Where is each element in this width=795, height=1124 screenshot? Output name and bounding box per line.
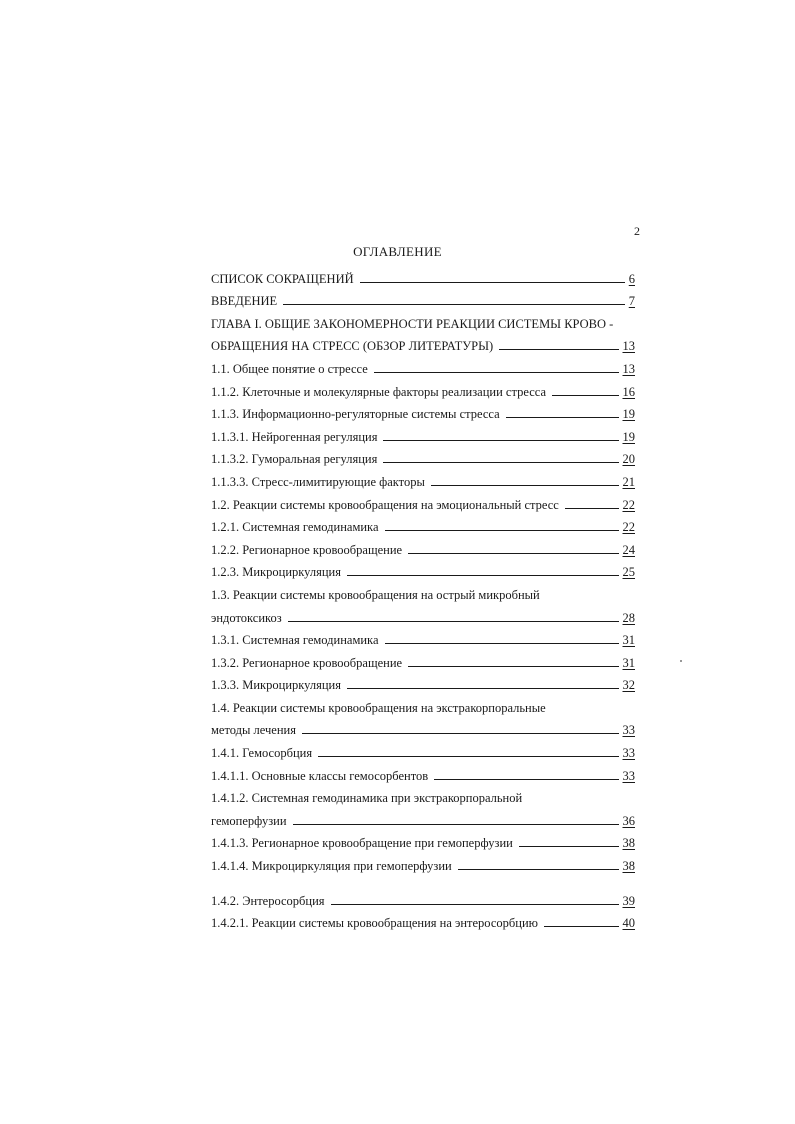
toc-leader <box>499 349 618 350</box>
toc-leader <box>434 779 618 780</box>
toc-leader <box>458 869 619 870</box>
toc-leader <box>519 846 619 847</box>
toc-leader <box>383 462 618 463</box>
toc-entry-line1 <box>211 695 635 718</box>
toc-entry <box>211 853 635 876</box>
toc-entry <box>211 718 635 741</box>
toc-entry <box>211 740 635 763</box>
toc-entry-text: 1.3.2. Регионарное кровообращение <box>211 655 403 670</box>
toc-entry-page: 31 <box>622 655 635 670</box>
table-of-contents <box>211 266 635 933</box>
toc-leader <box>347 575 619 576</box>
toc-entry <box>211 888 635 911</box>
toc-entry-text: гемоперфузии <box>211 813 287 828</box>
toc-entry-text: 1.4.1.2. Системная гемодинамика при экстракорпоральной <box>211 791 523 806</box>
toc-entry-text: 1.4.1.4. Микроциркуляция при гемоперфузии <box>211 859 452 874</box>
toc-leader <box>408 553 618 554</box>
toc-entry-text: 1.2. Реакции системы кровообращения на эмоциональный стресс <box>211 497 559 512</box>
toc-leader <box>331 904 619 905</box>
toc-entry-text: СПИСОК СОКРАЩЕНИЙ <box>211 271 354 286</box>
toc-entry-text: 1.1.3.2. Гуморальная регуляция <box>211 452 378 467</box>
toc-entry-page: 22 <box>622 520 635 535</box>
scan-speck <box>680 660 682 662</box>
toc-entry-page: 20 <box>622 452 635 467</box>
toc-leader <box>431 485 619 486</box>
toc-entry-page: 13 <box>622 339 635 354</box>
toc-leader <box>318 756 618 757</box>
toc-leader <box>360 282 625 283</box>
toc-entry <box>211 447 635 470</box>
toc-entry-text: 1.1.3.1. Нейрогенная регуляция <box>211 429 378 444</box>
toc-leader <box>383 440 618 441</box>
toc-entry <box>211 808 635 831</box>
toc-entry-page: 38 <box>622 836 635 851</box>
toc-leader <box>302 733 619 734</box>
toc-leader <box>506 417 619 418</box>
toc-entry-text: 1.4.2.1. Реакции системы кровообращения на энтеросорбцию <box>211 916 538 931</box>
toc-leader <box>385 643 619 644</box>
toc-entry <box>211 628 635 651</box>
toc-entry-text: 1.4.1.3. Регионарное кровообращение при гемоперфузии <box>211 836 513 851</box>
toc-entry <box>211 537 635 560</box>
toc-entry <box>211 469 635 492</box>
toc-entry-text: 1.1.3. Информационно-регуляторные системы стресса <box>211 407 500 422</box>
toc-entry-text: 1.2.3. Микроциркуляция <box>211 565 341 580</box>
toc-leader <box>374 372 619 373</box>
toc-entry-page: 7 <box>628 294 635 309</box>
toc-entry-page: 33 <box>622 746 635 761</box>
toc-entry-text: 1.4. Реакции системы кровообращения на экстракорпоральные <box>211 700 546 715</box>
toc-leader <box>408 666 618 667</box>
toc-entry-page: 28 <box>622 610 635 625</box>
toc-leader <box>565 508 619 509</box>
toc-entry-line1 <box>211 311 635 334</box>
toc-entry-text: 1.2.1. Системная гемодинамика <box>211 520 379 535</box>
toc-entry-text: методы лечения <box>211 723 296 738</box>
toc-entry-text: 1.4.1. Гемосорбция <box>211 746 313 761</box>
toc-leader <box>544 926 619 927</box>
toc-entry-page: 31 <box>622 633 635 648</box>
toc-entry-page: 33 <box>622 723 635 738</box>
toc-spacer <box>211 876 635 888</box>
toc-entry-page: 6 <box>628 271 635 286</box>
toc-entry-text: 1.1.2. Клеточные и молекулярные факторы реализации стресса <box>211 384 546 399</box>
toc-entry <box>211 356 635 379</box>
toc-leader <box>283 304 625 305</box>
toc-entry-text: 1.2.2. Регионарное кровообращение <box>211 542 403 557</box>
toc-leader <box>385 530 619 531</box>
toc-leader <box>347 688 619 689</box>
toc-entry-text: ОБРАЩЕНИЯ НА СТРЕСС (ОБЗОР ЛИТЕРАТУРЫ) <box>211 339 494 354</box>
toc-entry-text: 1.3.1. Системная гемодинамика <box>211 633 379 648</box>
toc-entry <box>211 334 635 357</box>
toc-entry <box>211 831 635 854</box>
toc-entry <box>211 650 635 673</box>
toc-entry <box>211 560 635 583</box>
toc-entry-page: 19 <box>622 407 635 422</box>
toc-leader <box>293 824 619 825</box>
toc-entry-text: 1.1.3.3. Стресс-лимитирующие факторы <box>211 474 425 489</box>
toc-entry-page: 22 <box>622 497 635 512</box>
toc-entry-page: 40 <box>622 916 635 931</box>
toc-entry-page: 16 <box>622 384 635 399</box>
toc-entry-line1 <box>211 786 635 809</box>
toc-leader <box>288 621 619 622</box>
toc-entry <box>211 379 635 402</box>
toc-entry-page: 24 <box>622 542 635 557</box>
toc-entry <box>211 266 635 289</box>
toc-entry-page: 19 <box>622 429 635 444</box>
toc-entry <box>211 515 635 538</box>
toc-entry-text: 1.3.3. Микроциркуляция <box>211 678 341 693</box>
toc-entry-text: 1.1. Общее понятие о стрессе <box>211 361 368 376</box>
toc-entry-text: 1.4.2. Энтеросорбция <box>211 893 325 908</box>
toc-entry-page: 25 <box>622 565 635 580</box>
toc-entry-text: ГЛАВА I. ОБЩИЕ ЗАКОНОМЕРНОСТИ РЕАКЦИИ СИСТЕМЫ КРОВО - <box>211 316 614 331</box>
toc-entry <box>211 492 635 515</box>
toc-entry-page: 36 <box>622 813 635 828</box>
toc-entry <box>211 673 635 696</box>
toc-entry-text: 1.3. Реакции системы кровообращения на острый микробный <box>211 587 540 602</box>
toc-entry-page: 38 <box>622 859 635 874</box>
toc-leader <box>552 395 619 396</box>
toc-entry <box>211 289 635 312</box>
toc-entry-text: эндотоксикоз <box>211 610 282 625</box>
toc-entry-page: 21 <box>622 474 635 489</box>
toc-entry-page: 32 <box>622 678 635 693</box>
toc-entry-page: 13 <box>622 361 635 376</box>
toc-entry <box>211 605 635 628</box>
toc-entry <box>211 911 635 934</box>
page-number: 2 <box>634 224 640 238</box>
toc-entry-page: 39 <box>622 893 635 908</box>
toc-entry <box>211 402 635 425</box>
toc-entry-text: 1.4.1.1. Основные классы гемосорбентов <box>211 768 429 783</box>
toc-title: ОГЛАВЛЕНИЕ <box>353 244 442 259</box>
toc-entry-text: ВВЕДЕНИЕ <box>211 294 278 309</box>
toc-entry <box>211 424 635 447</box>
toc-entry-line1 <box>211 582 635 605</box>
toc-entry-page: 33 <box>622 768 635 783</box>
toc-entry <box>211 763 635 786</box>
